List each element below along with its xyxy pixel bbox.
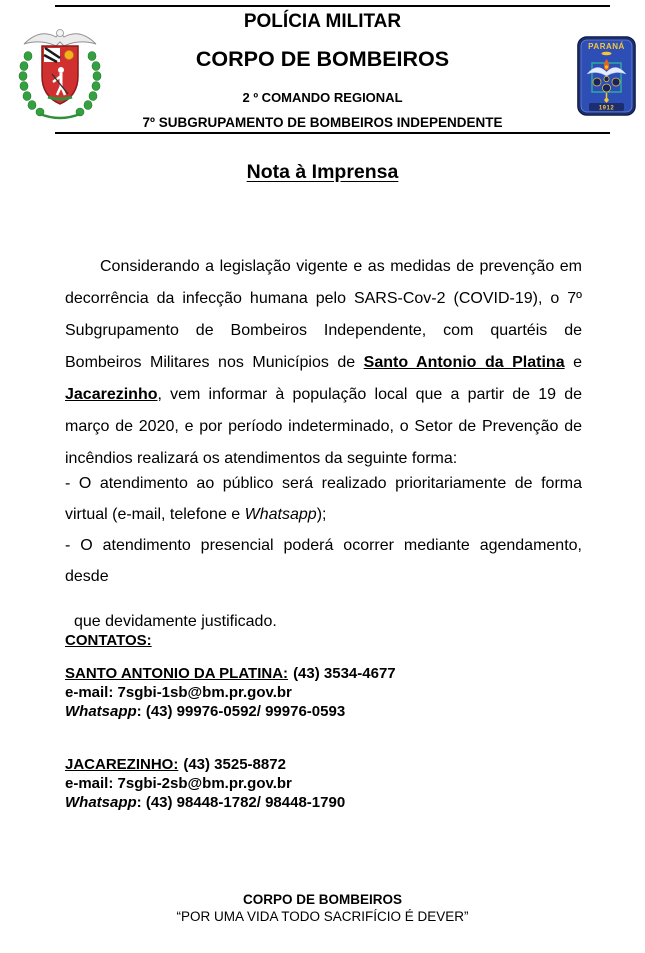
text-segment: , vem informar à população local que a partir de 19 de março de 2020, e por período indeterminado, o Setor de Prevenção de incêndios realizará os atendimentos da seguinte forma: bbox=[65, 386, 582, 467]
text-segment: - O atendimento ao público será realizado prioritariamente de forma virtual (e-mail, telefone e bbox=[65, 475, 582, 523]
contacts-section bbox=[65, 631, 396, 812]
document-header bbox=[112, 8, 533, 131]
bombeiros-badge-graphic bbox=[577, 36, 636, 116]
contact-phone-line bbox=[65, 755, 396, 774]
text-segment: ); bbox=[316, 506, 327, 523]
bullet-in-person-service: - O atendimento presencial poderá ocorrer mediante agendamento, desde bbox=[65, 537, 582, 585]
org-unit-subgrupamento: 7º SUBGRUPAMENTO DE BOMBEIROS INDEPENDENTE bbox=[142, 114, 503, 130]
service-conditions-list bbox=[65, 468, 582, 637]
contact-whatsapp-line bbox=[65, 702, 396, 721]
whatsapp-numbers: : (43) 99976-0592/ 99976-0593 bbox=[136, 703, 346, 720]
whatsapp-label: Whatsapp bbox=[65, 703, 137, 720]
contact-whatsapp-line bbox=[65, 793, 396, 812]
header-bottom-rule bbox=[55, 132, 610, 134]
page-title: Nota à Imprensa bbox=[246, 161, 399, 183]
org-name-policia-militar: POLÍCIA MILITAR bbox=[243, 11, 402, 32]
footer-motto: “POR UMA VIDA TODO SACRIFÍCIO É DEVER” bbox=[176, 909, 469, 924]
bombeiros-parana-badge bbox=[577, 36, 636, 121]
footer-org-name: CORPO DE BOMBEIROS bbox=[242, 892, 402, 907]
contact-phone-line bbox=[65, 664, 396, 683]
contact-city-name: JACAREZINHO: bbox=[65, 756, 179, 773]
org-name-corpo-de-bombeiros: CORPO DE BOMBEIROS bbox=[195, 46, 450, 71]
contacts-heading: CONTATOS: bbox=[65, 632, 152, 649]
contact-email-line: e-mail: 7sgbi-1sb@bm.pr.gov.br bbox=[65, 684, 292, 701]
bullet-in-person-service-continuation: que devidamente justificado. bbox=[74, 613, 277, 630]
parana-coat-of-arms-graphic bbox=[16, 24, 104, 122]
whatsapp-label: Whatsapp bbox=[65, 794, 137, 811]
contact-phone-number: (43) 3525-8872 bbox=[183, 756, 286, 773]
text-segment: Considerando a legislação vigente e as medidas de prevenção em decorrência da infecção humana pelo SARS-Cov-2 (COVID-19), o 7º Subgrupamento de Bombeiros Independente, com quartéis de Bombeiros Militares nos Municípios de bbox=[65, 258, 582, 371]
badge-year-text: 1912 bbox=[598, 105, 615, 112]
whatsapp-numbers: : (43) 98448-1782/ 98448-1790 bbox=[136, 794, 346, 811]
org-unit-comando-regional: 2 º COMANDO REGIONAL bbox=[242, 89, 403, 105]
contact-email-line: e-mail: 7sgbi-2sb@bm.pr.gov.br bbox=[65, 775, 292, 792]
text-segment: Santo Antonio da Platina bbox=[363, 354, 565, 371]
contact-phone-number: (43) 3534-4677 bbox=[293, 665, 396, 682]
header-top-rule bbox=[55, 5, 610, 7]
contact-jacarezinho bbox=[65, 755, 396, 812]
document-footer bbox=[0, 891, 645, 925]
contact-city-name: SANTO ANTONIO DA PLATINA: bbox=[65, 665, 289, 682]
contact-santo-antonio-da-platina bbox=[65, 664, 396, 721]
parana-coat-of-arms bbox=[16, 24, 104, 127]
text-segment: Whatsapp bbox=[244, 506, 317, 523]
badge-parana-text: PARANÁ bbox=[588, 42, 625, 51]
text-segment: Jacarezinho bbox=[65, 386, 158, 403]
main-paragraph bbox=[65, 251, 582, 475]
text-segment: e bbox=[564, 354, 582, 371]
bullet-virtual-service bbox=[65, 468, 582, 530]
